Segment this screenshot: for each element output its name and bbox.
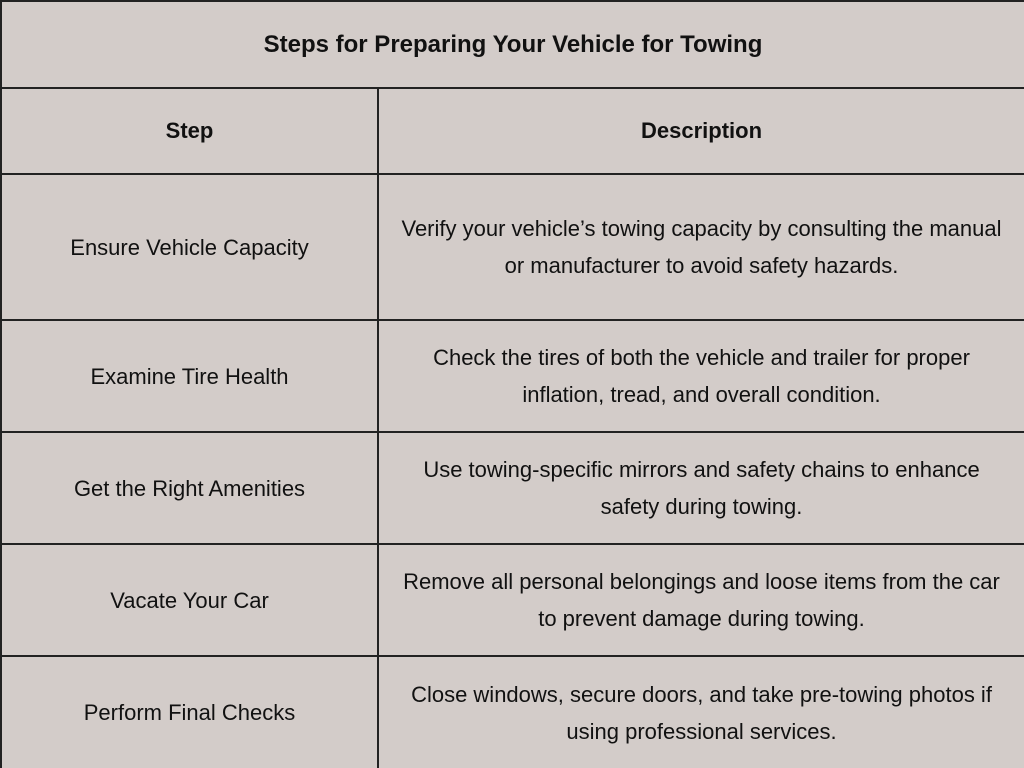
table-title-row <box>1 1 1024 88</box>
description-cell: Check the tires of both the vehicle and trailer for proper inflation, tread, and overall condition. <box>378 320 1024 432</box>
table-row <box>1 432 1024 544</box>
step-cell: Perform Final Checks <box>1 656 378 768</box>
step-cell: Get the Right Amenities <box>1 432 378 544</box>
table-row <box>1 656 1024 768</box>
step-cell: Vacate Your Car <box>1 544 378 656</box>
table-row <box>1 174 1024 320</box>
table-row <box>1 544 1024 656</box>
column-header-description: Description <box>378 88 1024 174</box>
table-header-row <box>1 88 1024 174</box>
description-cell: Remove all personal belongings and loose items from the car to prevent damage during towing. <box>378 544 1024 656</box>
table-title: Steps for Preparing Your Vehicle for Towing <box>1 1 1024 88</box>
description-cell: Verify your vehicle’s towing capacity by consulting the manual or manufacturer to avoid safety hazards. <box>378 174 1024 320</box>
step-cell: Ensure Vehicle Capacity <box>1 174 378 320</box>
column-header-step: Step <box>1 88 378 174</box>
table-row <box>1 320 1024 432</box>
description-cell: Close windows, secure doors, and take pre-towing photos if using professional services. <box>378 656 1024 768</box>
description-cell: Use towing-specific mirrors and safety chains to enhance safety during towing. <box>378 432 1024 544</box>
step-cell: Examine Tire Health <box>1 320 378 432</box>
